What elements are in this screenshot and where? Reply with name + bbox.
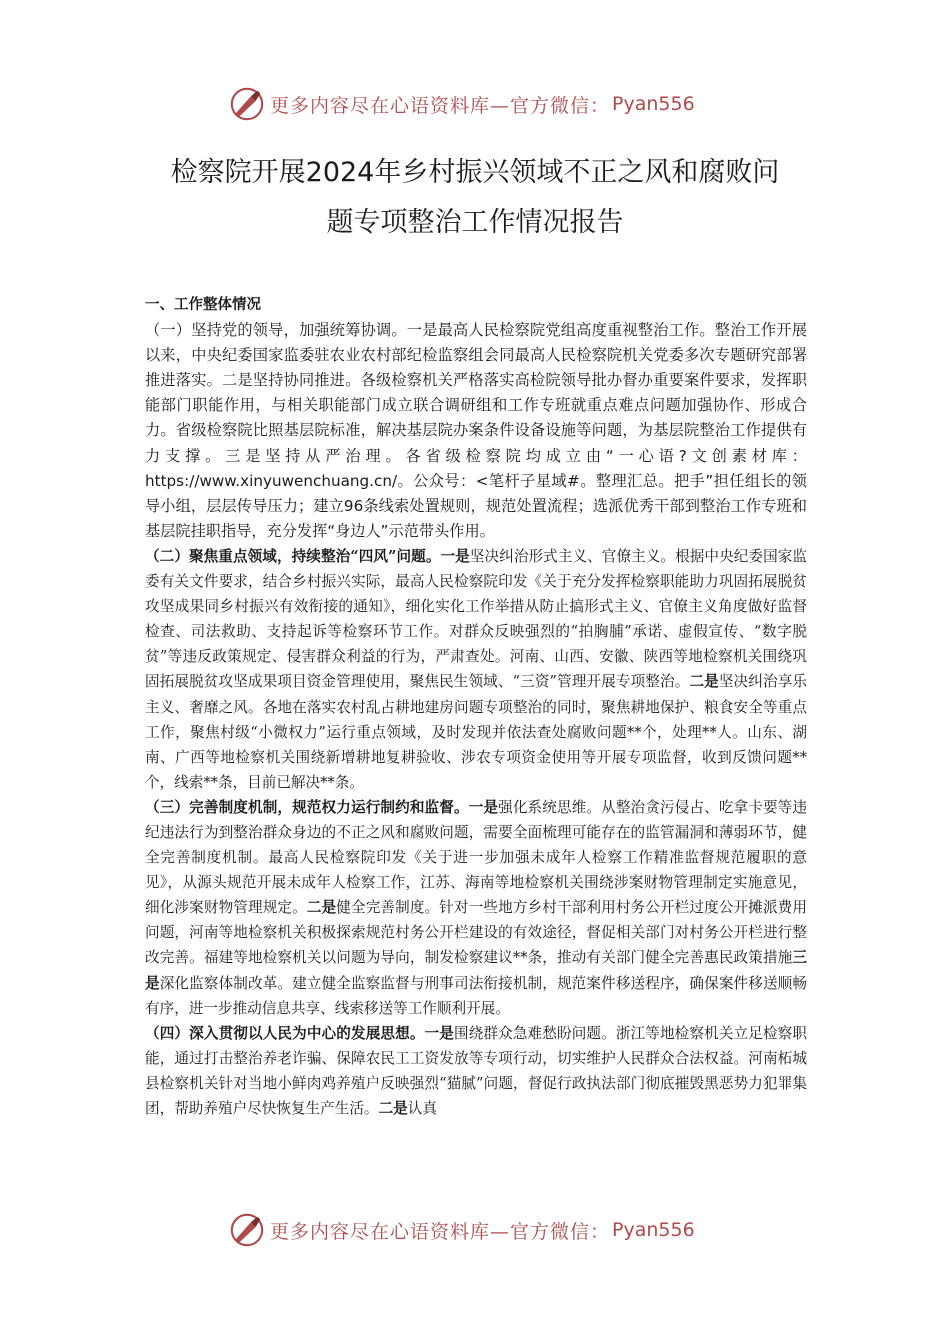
paragraph-3-marker-2: 二是 <box>306 899 337 917</box>
paragraph-4 <box>145 1021 807 1121</box>
paragraph-3-marker-3: 三是 <box>145 949 807 992</box>
paragraph-4-part-1: 围绕群众急难愁盼问题。浙江等地检察机关立足检察职能，通过打击整治养老诈骗、保障农民工工资发放等专项行动，切实维护人民群众合法权益。河南柘城县检察机关针对当地小鲜肉鸡养殖户反映强烈“猫腻”问题，督促行政执法部门彻底摧毁黑恶势力犯罪集团，帮助养殖户尽快恢复生产生活。 <box>145 1024 807 1117</box>
paragraph-3-part-3: 深化监察体制改革。建立健全监察监督与刑事司法衔接机制，规范案件移送程序，确保案件移送顺畅有序，进一步推动信息共享、线索移送等工作顺利开展。 <box>145 974 807 1017</box>
paragraph-4-lead: （四）深入贯彻以人民为中心的发展思想。一是 <box>145 1024 454 1042</box>
header-banner <box>228 84 748 124</box>
paragraph-3 <box>145 795 807 1021</box>
paragraph-3-part-2: 健全完善制度。针对一些地方乡村干部利用村务公开栏过度公开摊派费用问题，河南等地检察机关积极探索规范村务公开栏建设的有效途径，督促相关部门对村务公开栏进行整改完善。福建等地检察机关以问题为导向，制发检察建议**条，推动有关部门健全完善惠民政策措施 <box>145 899 807 967</box>
banner-text: 更多内容尽在心语资料库—官方微信： <box>270 1220 611 1243</box>
section-heading: 一、工作整体情况 <box>145 297 261 313</box>
paragraph-2 <box>145 544 807 795</box>
document-body <box>145 293 807 1121</box>
pen-nib-icon <box>228 85 266 123</box>
banner-text: 更多内容尽在心语资料库—官方微信： <box>270 94 611 117</box>
paragraph-2-marker-2: 二是 <box>689 673 719 691</box>
paragraph-2-part-2: 坚决纠治享乐主义、奢靡之风。各地在落实农村乱占耕地建房问题专项整治的同时，聚焦耕地保护、粮食安全等重点工作，聚焦村级“小微权力”运行重点领域，及时发现并依法查处腐败问题**个，处理**人。山东、湖南、广西等地检察机关围绕新增耕地复耕验收、涉农专项资金使用等开展专项监督，收到反馈问题**个，线索**条，目前已解决**条。 <box>145 673 807 791</box>
title-line-1: 检察院开展2024年乡村振兴领域不正之风和腐败问 <box>170 157 780 188</box>
paragraph-2-part-1: 坚决纠治形式主义、官僚主义。根据中央纪委国家监委有关文件要求，结合乡村振兴实际，最高人民检察院印发《关于充分发挥检察职能助力巩固拓展脱贫攻坚成果同乡村振兴有效衔接的通知》，细化实化工作举措从防止搞形式主义、官僚主义角度做好监督检查、司法救助、支持起诉等检察环节工作。对群众反映强烈的“拍胸脯”承诺、虚假宣传、“数字脱贫”等违反政策规定、侵害群众利益的行为，严肃查处。河南、山西、安徽、陕西等地检察机关围绕巩固拓展脱贫攻坚成果项目资金管理使用，聚焦民生领域、“三资”管理开展专项整治。 <box>145 547 807 691</box>
paragraph-3-part-1: 强化系统思维。从整治贪污侵占、吃拿卡要等违纪违法行为到整治群众身边的不正之风和腐败问题，需要全面梳理可能存在的监管漏洞和薄弱环节，健全完善制度机制。最高人民检察院印发《关于进一步加强未成年人检察工作精准监督规范履职的意见》，从源头规范开展未成年人检察工作，江苏、海南等地检察机关围绕涉案财物管理制定实施意见，细化涉案财物管理规定。 <box>145 798 807 917</box>
banner-wechat-id: Pyan556 <box>612 1219 695 1241</box>
paragraph-2-lead: （二）聚焦重点领域，持续整治“四风”问题。一是 <box>145 547 470 565</box>
banner-wechat-id: Pyan556 <box>612 93 695 115</box>
pen-nib-icon <box>228 1211 266 1249</box>
paragraph-3-lead: （三）完善制度机制，规范权力运行制约和监督。一是 <box>145 798 499 816</box>
paragraph-4-marker-2: 二是 <box>378 1100 408 1117</box>
paragraph-4-part-2: 认真 <box>407 1100 437 1117</box>
title-line-2: 题专项整治工作情况报告 <box>326 207 624 238</box>
document-title <box>130 148 820 248</box>
paragraph-1: （一）坚持党的领导，加强统筹协调。一是最高人民检察院党组高度重视整治工作。整治工作开展以来，中央纪委国家监委驻农业农村部纪检监察组会同最高人民检察院机关党委多次专题研究部署推进落实。二是坚持协同推进。各级检察机关严格落实高检院领导批办督办重要案件要求，发挥职能部门职能作用，与相关职能部门成立联合调研组和工作专班就重点难点问题加强协作、形成合力。省级检察院比照基层院标准，解决基层院办案条件设备设施等问题，为基层院整治工作提供有力支撑。三是坚持从严治理。各省级检察院均成立由“一心语?文创素材库：https://www.xinyuwenchuang.cn/。公众号：<笔杆子星域#。整理汇总。把手”担任组长的领导小组，层层传导压力；建立96条线索处置规则，规范处置流程；选派优秀干部到整治工作专班和基层院挂职指导，充分发挥“身边人”示范带头作用。 <box>145 321 807 540</box>
footer-banner <box>228 1210 748 1250</box>
